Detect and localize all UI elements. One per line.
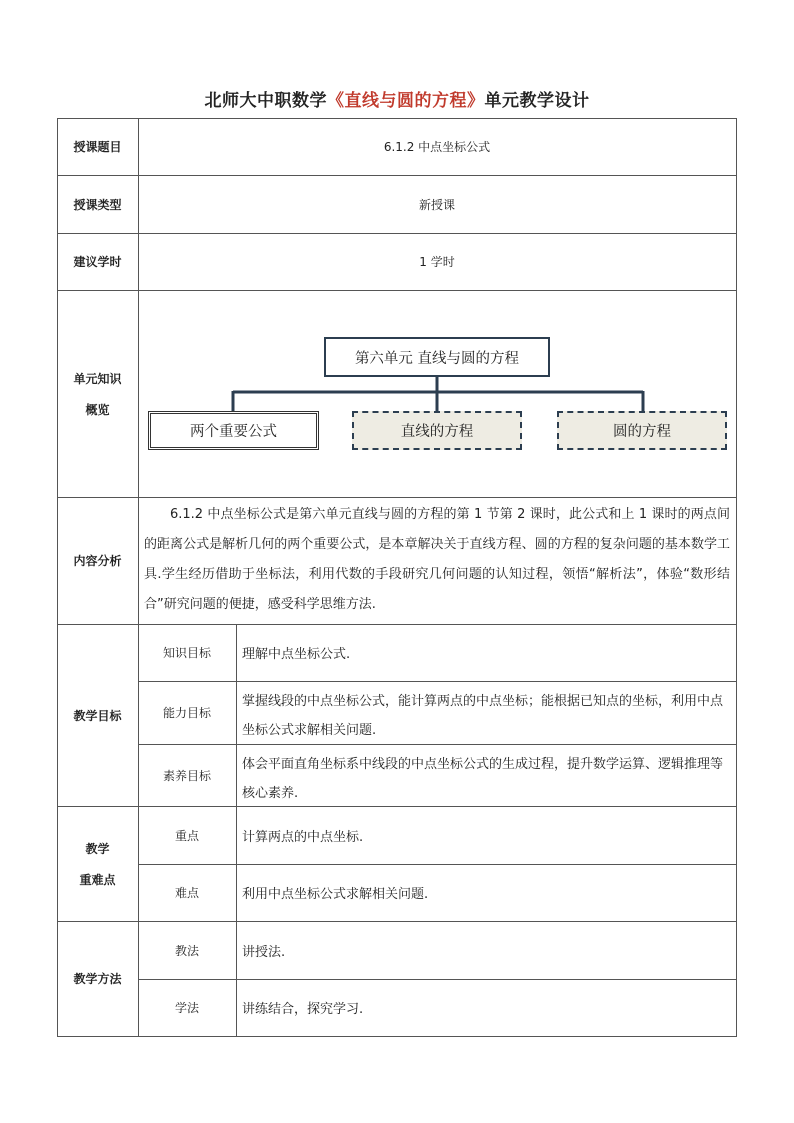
analysis-text: 6.1.2 中点坐标公式是第六单元直线与圆的方程的第 1 节第 2 课时，此公式和上 1 课时的两点间的距离公式是解析几何的两个重要公式，是本章解决关于直线方程、圆的方程的复杂问题的基本数学工具.学生经历借助于坐标法，利用代数的手段研究几何问题的认知过程，领悟“解析法”，体验“数形结合”研究问题的便捷，感受科学思维方法. bbox=[144, 507, 730, 612]
keypoints-label-line2: 重难点 bbox=[79, 872, 116, 887]
title-prefix: 北师大中职数学 bbox=[204, 91, 327, 111]
keypoint-difficulty-label: 难点 bbox=[174, 886, 199, 900]
overview-label-line1: 单元知识 bbox=[73, 371, 122, 386]
goal-knowledge-value: 理解中点坐标公式. bbox=[242, 647, 351, 662]
diagram-child-line-equation: 直线的方程 bbox=[352, 411, 522, 450]
goal-ability-value: 掌握线段的中点坐标公式，能计算两点的中点坐标；能根据已知点的坐标，利用中点坐标公式求解相关问题. bbox=[242, 694, 724, 738]
goal-literacy-value: 体会平面直角坐标系中线段的中点坐标公式的生成过程，提升数学运算、逻辑推理等核心素养. bbox=[242, 757, 724, 801]
title-suffix: 单元教学设计 bbox=[484, 91, 590, 111]
keypoints-label-line1: 教学 bbox=[85, 841, 110, 856]
diagram-root-box: 第六单元 直线与圆的方程 bbox=[324, 337, 550, 377]
analysis-label: 内容分析 bbox=[73, 554, 122, 568]
type-value: 新授课 bbox=[418, 197, 455, 212]
diagram-child-circle-equation: 圆的方程 bbox=[557, 411, 727, 450]
methods-label: 教学方法 bbox=[73, 972, 122, 986]
goal-ability-label: 能力目标 bbox=[162, 706, 211, 720]
keypoint-difficulty-value: 利用中点坐标公式求解相关问题. bbox=[242, 887, 429, 902]
hours-value: 1 学时 bbox=[419, 255, 455, 269]
method-teaching-value: 讲授法. bbox=[242, 944, 286, 960]
topic-label: 授课题目 bbox=[73, 140, 122, 154]
overview-label-line2: 概览 bbox=[85, 402, 110, 417]
keypoints-label bbox=[57, 806, 138, 921]
hours-label: 建议学时 bbox=[73, 255, 122, 269]
method-learning-value: 讲练结合，探究学习. bbox=[242, 1002, 364, 1017]
type-label: 授课类型 bbox=[73, 197, 122, 212]
method-learning-label: 学法 bbox=[174, 1001, 199, 1015]
keypoint-focus-value: 计算两点的中点坐标. bbox=[242, 829, 364, 845]
topic-value: 6.1.2 中点坐标公式 bbox=[383, 140, 491, 154]
method-teaching-label: 教法 bbox=[174, 943, 199, 958]
title-highlight: 《直线与圆的方程》 bbox=[327, 91, 485, 111]
diagram-child-formulas: 两个重要公式 bbox=[148, 411, 319, 450]
goal-knowledge-label: 知识目标 bbox=[162, 646, 211, 660]
keypoint-focus-label: 重点 bbox=[174, 828, 199, 843]
goals-label: 教学目标 bbox=[73, 708, 122, 723]
goal-literacy-label: 素养目标 bbox=[162, 768, 211, 783]
